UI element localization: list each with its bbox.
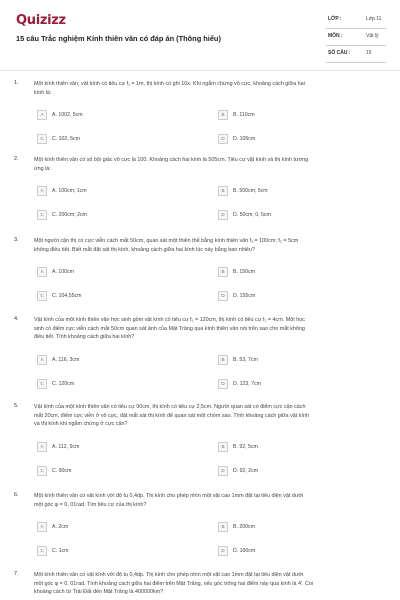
- question-text-line: kính là:: [34, 89, 52, 96]
- question-text-line: Một kính thiên văn, vật kính có tiêu cự f₁ = 1m, thị kính có ghi 10x. Khi ngắm chừng vô cực, khoảng cách giữa hai: [34, 81, 305, 87]
- question-text: [34, 492, 394, 509]
- option-letter: C: [40, 293, 44, 299]
- header-divider: [0, 70, 400, 71]
- option-letter: B: [221, 357, 225, 363]
- option-letter: B: [221, 524, 225, 530]
- option-text: A. 116, 3cm: [52, 357, 80, 364]
- question-text-line: khoảng cách từ Trái Đất đến Mặt Trăng là 400000km?: [34, 589, 164, 596]
- meta-row-subject: [326, 29, 386, 46]
- option-letter: D: [221, 136, 225, 142]
- option-text: B. 110cm: [233, 112, 255, 119]
- option-text: D. 50cm; 0, 5cm: [233, 212, 271, 219]
- question-text-line: Vật kính của một kính thiên văn có tiêu cự 90cm, thị kính có tiêu cự 2,5cm. Người quan sát có điểm cực cận cách: [34, 404, 306, 410]
- question-number: 7.: [14, 571, 19, 577]
- option-letter: B: [221, 269, 225, 275]
- meta-key: MÔN :: [328, 33, 343, 39]
- option-letter: A: [40, 269, 44, 275]
- option-letter: A: [40, 357, 44, 363]
- option-letter: A: [40, 524, 44, 530]
- option-text: D. 100cm: [233, 548, 256, 555]
- option-letter: B: [221, 188, 225, 194]
- option-text: A. 2cm: [52, 524, 69, 531]
- option-letter: A: [40, 444, 44, 450]
- question-text-line: sinh có điểm cực viễn cách mắt 50cm quan sát ảnh của Mặt Trăng qua kính thiên văn nói trên sao cho mắt không: [34, 325, 305, 332]
- meta-key: SỐ CÂU :: [328, 50, 351, 56]
- meta-value: Vật lý: [366, 33, 379, 39]
- meta-key: LỚP :: [328, 16, 342, 22]
- question-text: [34, 237, 394, 254]
- question-text-line: Một người cận thị có cực viễn cách mắt 50cm, quan sát một thiên thể bằng kính thiên văn f₁ = 100cm; f₂ = 5cm: [34, 238, 299, 244]
- option-letter: B: [221, 444, 225, 450]
- question-number: 6.: [14, 492, 19, 498]
- option-text: B. 53, 7cm: [233, 357, 258, 364]
- question-text-line: ứng là:: [34, 165, 51, 172]
- option-text: C. 102, 5cm: [52, 136, 80, 143]
- option-letter: C: [40, 136, 44, 142]
- option-text: D. 123, 7cm: [233, 381, 261, 388]
- option-letter: B: [221, 112, 225, 118]
- question-number: 5.: [14, 403, 19, 409]
- meta-row-count: [326, 46, 386, 63]
- option-letter: C: [40, 381, 44, 387]
- option-text: C. 104,55cm: [52, 293, 82, 300]
- option-letter: C: [40, 468, 44, 474]
- option-letter: D: [221, 212, 225, 218]
- option-letter: D: [221, 381, 225, 387]
- question-text: [34, 316, 394, 342]
- option-text: C. 200cm; 2cm: [52, 212, 87, 219]
- quizizz-logo: Quizizz: [16, 13, 66, 28]
- document-title: 15 câu Trắc nghiệm Kính thiên văn có đáp án (Thông hiểu): [16, 34, 221, 43]
- option-text: B. 92, 5cm: [233, 444, 258, 451]
- option-letter: C: [40, 548, 44, 554]
- question-text: [34, 403, 394, 429]
- option-text: C. 90cm: [52, 468, 72, 475]
- meta-value: 15: [366, 50, 372, 56]
- question-text-line: Một kính thiên văn có số bội giác vô cực là 100. Khoảng cách hai kính là 505cm. Tiêu cự vật kính và thị kính tương: [34, 157, 309, 163]
- option-text: B. 200cm: [233, 524, 255, 531]
- option-text: D. 105cm: [233, 136, 256, 143]
- question-number: 3.: [14, 237, 19, 243]
- question-text-line: Một kính thiên văn có vật kính với độ tụ 0,4dp. Thị kính cho phép nhìn một vật cao 1mm đặt tại tiêu diện vật dưới: [34, 493, 304, 499]
- question-number: 4.: [14, 316, 19, 322]
- question-text-line: và thị kính khi ngắm chừng ở cực cận?: [34, 421, 128, 428]
- option-text: D. 155cm: [233, 293, 256, 300]
- option-letter: A: [40, 112, 44, 118]
- meta-panel: [326, 12, 386, 63]
- question-text: [34, 571, 394, 597]
- question-text-line: không điều tiết. Biết mắt đặt sát thị kính, khoảng cách giữa hai kính lúc này bằng bao nhiêu?: [34, 246, 255, 253]
- option-letter: C: [40, 212, 44, 218]
- question-text-line: một góc φ = 0, 01rad. Tính khoảng cách giữa hai điểm trên Mặt Trăng, nếu góc trông hai điểm này qua kính là 4'. Coi: [34, 580, 314, 587]
- question-text: [34, 80, 394, 97]
- question-text: [34, 156, 394, 173]
- question-number: 1.: [14, 80, 19, 86]
- option-text: A. 1002, 5cm: [52, 112, 83, 119]
- option-text: A. 112, 5cm: [52, 444, 80, 451]
- question-text-line: Vật kính của một kính thiên văn học sinh gồm vật kính có tiêu cự f₁ = 120cm, thị kính có tiêu cự f₂ = 4cm. Một học: [34, 317, 305, 323]
- option-text: B. 500cm; 5cm: [233, 188, 268, 195]
- document-header: [0, 0, 400, 70]
- option-letter: D: [221, 293, 225, 299]
- question-text-line: một góc φ = 0, 01rad. Tìm tiêu cự của thị kính?: [34, 501, 147, 508]
- option-text: C. 1cm: [52, 548, 69, 555]
- question-text-line: Một kính thiên văn có vật kính với độ tụ 0,4dp. Thị kính cho phép nhìn một vật cao 1mm đặt tại tiêu diện vật dưới: [34, 572, 304, 578]
- option-text: D. 92, 2cm: [233, 468, 259, 475]
- question-text-line: điều tiết. Tính khoảng cách giữa hai kính?: [34, 334, 135, 341]
- option-text: A. 100cm; 1cm: [52, 188, 87, 195]
- option-text: B. 150cm: [233, 269, 255, 276]
- option-text: A. 100cm: [52, 269, 74, 276]
- meta-row-class: [326, 12, 386, 29]
- option-letter: D: [221, 468, 225, 474]
- question-text-line: mắt 20cm, điểm cực viễn ở vô cực, đặt mắt sát thị kính để quan sát một chòm sao. Tính khoảng cách giữa vật kính: [34, 412, 309, 419]
- option-text: C. 120cm: [52, 381, 75, 388]
- question-number: 2.: [14, 156, 19, 162]
- meta-value: Lớp 11: [366, 16, 382, 22]
- option-letter: D: [221, 548, 225, 554]
- option-letter: A: [40, 188, 44, 194]
